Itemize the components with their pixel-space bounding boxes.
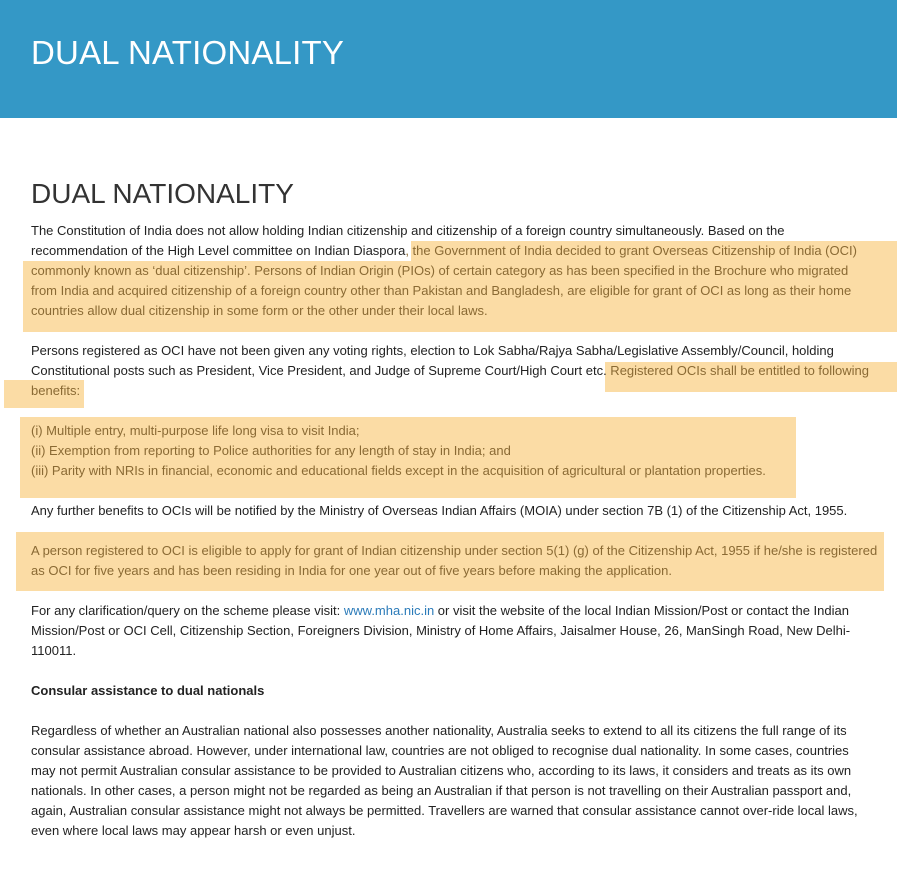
paragraph-6-line-5: again, Australian consular assistance might not always be permitted. Travellers are warned that consular assistance cannot over-ride local laws,: [31, 803, 858, 818]
page-title: DUAL NATIONALITY: [31, 178, 294, 209]
paragraph-1-line-2: [31, 241, 857, 261]
banner-title: DUAL NATIONALITY: [31, 34, 345, 71]
paragraph-1-line-5: countries allow dual citizenship in some form or the other under their local laws.: [31, 303, 488, 318]
paragraph-4-line-2: as OCI for five years and has been residing in India for one year out of five years before making the application.: [31, 563, 672, 578]
paragraph-2-line-2b: Registered OCIs shall be entitled to following: [606, 363, 869, 378]
paragraph-5-line-2: Mission/Post or OCI Cell, Citizenship Section, Foreigners Division, Ministry of Home Affairs, Jaisalmer House, 26, ManSingh Road, New Delhi-: [31, 623, 851, 638]
benefit-item-1: (i) Multiple entry, multi-purpose life long visa to visit India;: [31, 423, 360, 438]
paragraph-1-line-3: commonly known as ‘dual citizenship’. Persons of Indian Origin (PIOs) of certain category as has been specified in the Brochure who migrated: [31, 263, 849, 278]
consular-assistance-subheading: Consular assistance to dual nationals: [31, 683, 265, 698]
benefit-item-3: (iii) Parity with NRIs in financial, economic and educational fields except in the acquisition of agricultural or plantation properties.: [31, 463, 766, 478]
paragraph-1-line-4: from India and acquired citizenship of a foreign country other than Pakistan and Bangladesh, are eligible for grant of OCI as long as their home: [31, 283, 852, 298]
paragraph-6-line-6: even where local laws may appear harsh or even unjust.: [31, 823, 356, 838]
paragraph-1-line-1: The Constitution of India does not allow holding Indian citizenship and citizenship of a foreign country simultaneously. Based on the: [31, 223, 785, 238]
paragraph-5-line-3: 110011.: [31, 643, 77, 658]
header-banner: [0, 0, 897, 118]
paragraph-5-line-1b: or visit the website of the local Indian Mission/Post or contact the Indian: [434, 603, 849, 618]
paragraph-5-line-1: [31, 601, 849, 621]
paragraph-6-line-3: may not permit Australian consular assistance to be provided to Australian citizens who, according to its laws, it considers and treats as its own: [31, 763, 852, 778]
paragraph-4-line-1: A person registered to OCI is eligible to apply for grant of Indian citizenship under section 5(1) (g) of the Citizenship Act, 1955 if he/she is registered: [31, 543, 878, 558]
paragraph-1-line-2b: , the Government of India decided to grant Overseas Citizenship of India (OCI): [405, 243, 857, 258]
paragraph-3-line-1: Any further benefits to OCIs will be notified by the Ministry of Overseas Indian Affairs (MOIA) under section 7B (1) of the Citizenship Act, 1955.: [31, 503, 848, 518]
benefit-item-2: (ii) Exemption from reporting to Police authorities for any length of stay in India; and: [31, 443, 511, 458]
mha-website-link[interactable]: www.mha.nic.in: [343, 603, 435, 618]
paragraph-2-line-2a: Constitutional posts such as President, Vice President, and Judge of Supreme Court/High Court etc.: [31, 363, 607, 378]
paragraph-1-line-2a: recommendation of the High Level committee on Indian Diaspora: [31, 243, 406, 258]
paragraph-6-line-1: Regardless of whether an Australian national also possesses another nationality, Australia seeks to extend to all its citizens the full range of its: [31, 723, 847, 738]
paragraph-6-line-2: consular assistance abroad. However, under international law, countries are not obliged to recognise dual nationality. In some cases, countries: [31, 743, 849, 758]
paragraph-6-line-4: nationals. In other cases, a person might not be regarded as being an Australian if that person is not travelling on their Australian passport and,: [31, 783, 852, 798]
paragraph-2-line-1: Persons registered as OCI have not been given any voting rights, election to Lok Sabha/Rajya Sabha/Legislative Assembly/Council, holding: [31, 343, 834, 358]
paragraph-2-line-3: benefits:: [31, 383, 81, 398]
paragraph-5-line-1a: For any clarification/query on the scheme please visit:: [31, 603, 344, 618]
paragraph-2-line-2: [31, 361, 869, 381]
